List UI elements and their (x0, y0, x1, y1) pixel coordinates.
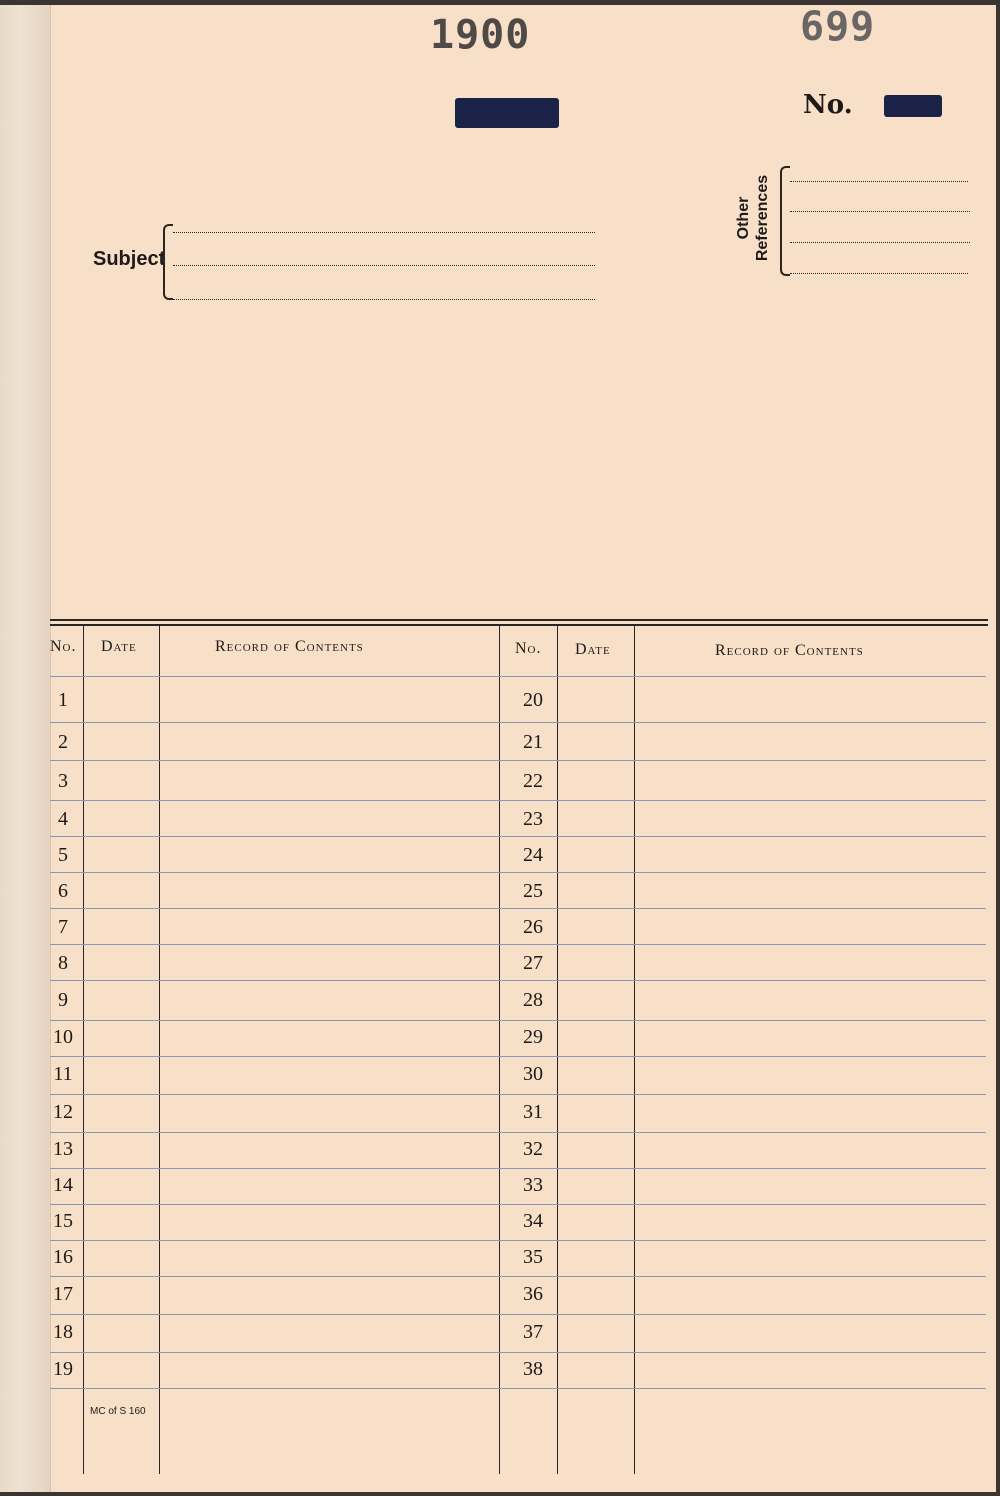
binding-strip (0, 0, 51, 1496)
row-number: 3 (58, 770, 68, 792)
table-rule (50, 1168, 986, 1169)
row-number: 22 (523, 770, 543, 792)
number-label: No. (803, 90, 853, 120)
row-number: 13 (53, 1138, 73, 1160)
table-rule (50, 722, 986, 723)
left-date-header: Date (101, 638, 137, 655)
row-number: 34 (523, 1210, 543, 1232)
column-divider (499, 626, 500, 1474)
column-divider (83, 626, 84, 1474)
file-number-stamp: 699 (800, 4, 876, 50)
page-edge-right (996, 0, 1000, 1496)
row-number: 33 (523, 1174, 543, 1196)
row-number: 21 (523, 731, 543, 753)
year-stamp: 1900 (430, 12, 531, 58)
other-references-label-line1: Other (735, 196, 752, 240)
table-top-rule (50, 619, 988, 621)
row-number: 17 (53, 1283, 73, 1305)
row-number: 25 (523, 880, 543, 902)
row-number: 4 (58, 808, 68, 830)
subject-brace (163, 224, 173, 300)
column-divider (159, 626, 160, 1474)
subject-label: Subject (93, 248, 166, 270)
row-number: 18 (53, 1321, 73, 1343)
row-number: 31 (523, 1101, 543, 1123)
row-number: 2 (58, 731, 68, 753)
form-code: MC of S 160 (90, 1406, 146, 1417)
row-number: 12 (53, 1101, 73, 1123)
redaction-mark (884, 95, 942, 117)
row-number: 16 (53, 1246, 73, 1268)
table-rule (50, 1020, 986, 1021)
row-number: 10 (53, 1026, 73, 1048)
subject-line-1[interactable] (173, 232, 595, 233)
table-top-rule (50, 624, 988, 626)
other-references-label-line2: References (754, 174, 771, 262)
table-rule (50, 908, 986, 909)
row-number: 7 (58, 916, 68, 938)
subject-line-2[interactable] (173, 265, 595, 266)
other-ref-line-4[interactable] (790, 273, 968, 274)
right-date-header: Date (575, 641, 611, 658)
row-number: 9 (58, 989, 68, 1011)
column-divider (634, 626, 635, 1474)
left-no-header: No. (50, 638, 77, 655)
row-number: 28 (523, 989, 543, 1011)
table-rule (50, 872, 986, 873)
row-number: 20 (523, 689, 543, 711)
row-number: 29 (523, 1026, 543, 1048)
table-rule (50, 980, 986, 981)
table-rule (50, 1276, 986, 1277)
other-references-label (734, 166, 772, 270)
table-rule (50, 676, 986, 677)
row-number: 35 (523, 1246, 543, 1268)
row-number: 24 (523, 844, 543, 866)
redaction-mark (455, 98, 559, 128)
page-edge-bottom (0, 1492, 1000, 1496)
right-no-header: No. (515, 640, 542, 657)
row-number: 38 (523, 1358, 543, 1380)
table-rule (50, 1094, 986, 1095)
row-number: 26 (523, 916, 543, 938)
row-number: 5 (58, 844, 68, 866)
other-references-brace (780, 166, 790, 276)
row-number: 30 (523, 1063, 543, 1085)
table-rule (50, 1204, 986, 1205)
left-record-header: Record of Contents (215, 638, 364, 655)
row-number: 11 (53, 1063, 73, 1085)
table-rule (50, 1388, 986, 1389)
table-rule (50, 944, 986, 945)
right-record-header: Record of Contents (715, 642, 864, 659)
table-rule (50, 1240, 986, 1241)
other-ref-line-2[interactable] (790, 211, 970, 212)
row-number: 37 (523, 1321, 543, 1343)
subject-line-3[interactable] (173, 299, 595, 300)
row-number: 6 (58, 880, 68, 902)
row-number: 14 (53, 1174, 73, 1196)
other-ref-line-1[interactable] (790, 181, 968, 182)
row-number: 1 (58, 689, 68, 711)
row-number: 19 (53, 1358, 73, 1380)
table-rule (50, 1314, 986, 1315)
row-number: 36 (523, 1283, 543, 1305)
table-rule (50, 1132, 986, 1133)
other-ref-line-3[interactable] (790, 242, 970, 243)
row-number: 15 (53, 1210, 73, 1232)
table-rule (50, 760, 986, 761)
table-rule (50, 1352, 986, 1353)
row-number: 27 (523, 952, 543, 974)
table-rule (50, 800, 986, 801)
table-rule (50, 1056, 986, 1057)
row-number: 32 (523, 1138, 543, 1160)
table-rule (50, 836, 986, 837)
row-number: 23 (523, 808, 543, 830)
row-number: 8 (58, 952, 68, 974)
